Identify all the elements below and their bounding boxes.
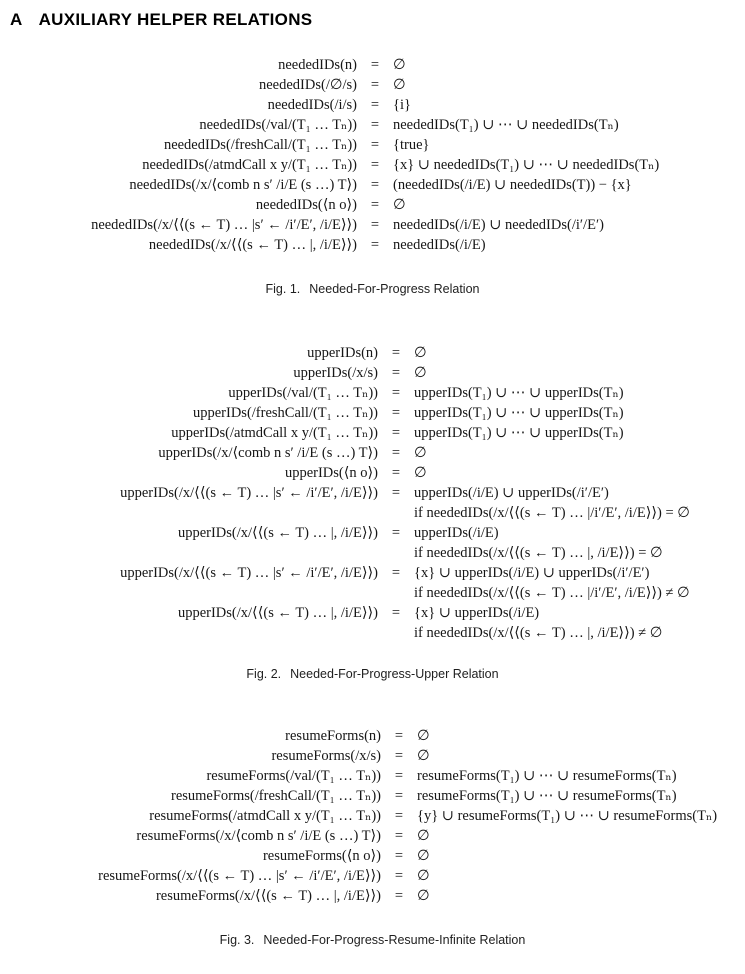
equation-rhs (393, 155, 745, 175)
equals-sign: = (391, 385, 401, 401)
equation-lhs: resumeForms(/x/⟨comb n s′ /i/E (s …) T⟩) (136, 828, 381, 844)
equation-rhs (414, 423, 745, 443)
equation-lhs: resumeForms(/x/⟨⟨(s ← T) … |, /i/E⟩⟩) (155, 888, 381, 904)
equation-rhs-line: (neededIDs(/i/E) ∪ neededIDs(T)) − {x} (393, 177, 632, 193)
equals-sign: = (370, 177, 380, 193)
equation-row (0, 363, 745, 383)
equals-sign: = (370, 237, 380, 253)
equation-rhs-line: {y} ∪ resumeForms(T₁) ∪ ⋯ ∪ resumeForms(Tₙ) (417, 808, 718, 824)
equation-lhs: upperIDs(/x/⟨comb n s′ /i/E (s …) T⟩) (158, 445, 378, 461)
equation-rhs (393, 75, 745, 95)
section-heading (10, 9, 745, 31)
equals-sign: = (391, 485, 401, 501)
equation-rhs-line: neededIDs(T₁) ∪ ⋯ ∪ neededIDs(Tₙ) (393, 117, 619, 133)
equation-row (0, 443, 745, 463)
equals-sign: = (391, 345, 401, 361)
equation-lhs: upperIDs(n) (307, 345, 378, 361)
equation-lhs: neededIDs(/i/s) (267, 97, 357, 113)
equation-rhs (393, 135, 745, 155)
equation-rhs (414, 343, 745, 363)
equation-rhs (393, 195, 745, 215)
equation-rhs (414, 563, 745, 603)
equation-rhs (414, 443, 745, 463)
equation-row (0, 95, 745, 115)
equation-rhs (417, 826, 745, 846)
figure-caption (0, 666, 745, 682)
equation-rhs-line: ∅ (393, 77, 406, 93)
equation-row (0, 886, 745, 906)
equation-rhs (414, 403, 745, 423)
equation-rhs (417, 806, 745, 826)
equation-row (0, 195, 745, 215)
equation-rhs (414, 363, 745, 383)
equals-sign: = (394, 868, 404, 884)
equation-lhs: upperIDs(/atmdCall x y/(T₁ … Tₙ)) (171, 425, 378, 441)
equation-row (0, 343, 745, 363)
equation-rhs-line: {true} (393, 137, 430, 153)
figure-caption-label: Fig. 1. (265, 282, 301, 296)
equation-rhs (393, 115, 745, 135)
section-label: A (10, 10, 23, 29)
equation-rhs-line: ∅ (417, 748, 430, 764)
equation-rhs-line: ∅ (417, 828, 430, 844)
figure-caption-title: Needed-For-Progress-Resume-Infinite Relation (263, 933, 526, 947)
equation-rhs-line: neededIDs(/i/E) ∪ neededIDs(/i′/E′) (393, 217, 604, 233)
equation-row (0, 55, 745, 75)
equation-rhs-line: ∅ (414, 365, 427, 381)
equation-row (0, 175, 745, 195)
equation-rhs-line: ∅ (393, 197, 406, 213)
figure (0, 343, 745, 682)
figure-caption-title: Needed-For-Progress Relation (309, 282, 480, 296)
equals-sign: = (394, 788, 404, 804)
equation-row (0, 215, 745, 235)
equals-sign: = (394, 848, 404, 864)
equation-rhs-line: {x} ∪ upperIDs(/i/E) (414, 605, 540, 621)
equation-block (0, 55, 745, 255)
equation-rhs-line: ∅ (417, 888, 430, 904)
section-title: AUXILIARY HELPER RELATIONS (38, 10, 313, 29)
figures-container (0, 55, 745, 948)
equation-lhs: upperIDs(/x/⟨⟨(s ← T) … |, /i/E⟩⟩) (177, 605, 378, 621)
equals-sign: = (391, 465, 401, 481)
equation-lhs: neededIDs(/x/⟨comb n s′ /i/E (s …) T⟩) (129, 177, 357, 193)
figure (0, 55, 745, 297)
equals-sign: = (394, 808, 404, 824)
equation-rhs-line: upperIDs(/i/E) (414, 525, 499, 541)
equation-rhs (414, 483, 745, 523)
equation-row (0, 383, 745, 403)
equation-row (0, 115, 745, 135)
equation-rhs-line: {x} ∪ neededIDs(T₁) ∪ ⋯ ∪ neededIDs(Tₙ) (393, 157, 660, 173)
equation-rhs-line: ∅ (417, 868, 430, 884)
equation-rhs-line: if neededIDs(/x/⟨⟨(s ← T) … |/i′/E′, /i/E⟩⟩) = ∅ (414, 505, 690, 521)
equals-sign: = (391, 565, 401, 581)
equation-rhs-line: upperIDs(/i/E) ∪ upperIDs(/i′/E′) (414, 485, 609, 501)
equation-row (0, 603, 745, 643)
equation-rhs-line: {x} ∪ upperIDs(/i/E) ∪ upperIDs(/i′/E′) (414, 565, 650, 581)
equation-rhs (393, 95, 745, 115)
equation-row (0, 806, 745, 826)
equation-rhs (417, 866, 745, 886)
figure-caption-label: Fig. 3. (219, 933, 255, 947)
equation-row (0, 766, 745, 786)
equation-rhs (417, 886, 745, 906)
equation-block (0, 726, 745, 906)
equation-lhs: upperIDs(/x/⟨⟨(s ← T) … |s′ ← /i′/E′, /i/E⟩⟩) (120, 565, 378, 581)
figure-caption (0, 281, 745, 297)
equation-row (0, 463, 745, 483)
equation-lhs: resumeForms(/x/s) (271, 748, 381, 764)
equation-lhs: upperIDs(/x/⟨⟨(s ← T) … |s′ ← /i′/E′, /i/E⟩⟩) (120, 485, 378, 501)
equation-row (0, 403, 745, 423)
figure-caption-label: Fig. 2. (246, 667, 282, 681)
equation-row (0, 563, 745, 603)
equation-rhs (393, 215, 745, 235)
equation-rhs-line: if neededIDs(/x/⟨⟨(s ← T) … |, /i/E⟩⟩) ≠ ∅ (414, 625, 663, 641)
equation-rhs (414, 463, 745, 483)
equation-rhs-line: neededIDs(/i/E) (393, 237, 486, 253)
equation-rhs (414, 603, 745, 643)
equation-rhs-line: upperIDs(T₁) ∪ ⋯ ∪ upperIDs(Tₙ) (414, 425, 624, 441)
equation-row (0, 155, 745, 175)
equals-sign: = (394, 828, 404, 844)
equation-rhs-line: upperIDs(T₁) ∪ ⋯ ∪ upperIDs(Tₙ) (414, 405, 624, 421)
equation-lhs: resumeForms(/atmdCall x y/(T₁ … Tₙ)) (149, 808, 381, 824)
equation-lhs: upperIDs(⟨n o⟩) (284, 465, 378, 481)
equation-row (0, 726, 745, 746)
equation-row (0, 423, 745, 443)
equation-row (0, 235, 745, 255)
equation-row (0, 75, 745, 95)
equation-row (0, 826, 745, 846)
equals-sign: = (391, 525, 401, 541)
equation-row (0, 483, 745, 523)
equation-lhs: resumeForms(/freshCall/(T₁ … Tₙ)) (171, 788, 381, 804)
equation-rhs (414, 523, 745, 563)
equals-sign: = (370, 97, 380, 113)
equation-lhs: neededIDs(/∅/s) (259, 77, 357, 93)
equation-rhs-line: ∅ (414, 345, 427, 361)
figure-caption-title: Needed-For-Progress-Upper Relation (290, 667, 499, 681)
equals-sign: = (394, 888, 404, 904)
equation-rhs (417, 746, 745, 766)
equals-sign: = (391, 425, 401, 441)
equals-sign: = (370, 137, 380, 153)
figure (0, 726, 745, 948)
equation-lhs: upperIDs(/val/(T₁ … Tₙ)) (228, 385, 378, 401)
equation-rhs-line: if neededIDs(/x/⟨⟨(s ← T) … |/i′/E′, /i/E⟩⟩) ≠ ∅ (414, 585, 690, 601)
equals-sign: = (370, 217, 380, 233)
equation-rhs-line: ∅ (417, 728, 430, 744)
equals-sign: = (370, 197, 380, 213)
equation-rhs (393, 175, 745, 195)
equation-lhs: resumeForms(n) (285, 728, 381, 744)
equation-lhs: neededIDs(/freshCall/(T₁ … Tₙ)) (163, 137, 357, 153)
equation-lhs: resumeForms(/val/(T₁ … Tₙ)) (206, 768, 381, 784)
equation-rhs-line: resumeForms(T₁) ∪ ⋯ ∪ resumeForms(Tₙ) (417, 768, 677, 784)
equation-rhs-line: if neededIDs(/x/⟨⟨(s ← T) … |, /i/E⟩⟩) = ∅ (414, 545, 663, 561)
equation-lhs: neededIDs(⟨n o⟩) (255, 197, 357, 213)
equation-row (0, 523, 745, 563)
equation-lhs: resumeForms(⟨n o⟩) (262, 848, 381, 864)
equation-rhs-line: ∅ (393, 57, 406, 73)
equation-lhs: neededIDs(n) (278, 57, 357, 73)
equals-sign: = (370, 77, 380, 93)
equation-rhs-line: ∅ (417, 848, 430, 864)
equation-rhs-line: {i} (393, 97, 411, 113)
equation-lhs: upperIDs(/x/s) (293, 365, 378, 381)
equation-rhs (417, 726, 745, 746)
equals-sign: = (391, 605, 401, 621)
equation-row (0, 866, 745, 886)
page (0, 9, 745, 948)
equation-rhs-line: ∅ (414, 445, 427, 461)
equation-rhs-line: ∅ (414, 465, 427, 481)
equation-lhs: neededIDs(/atmdCall x y/(T₁ … Tₙ)) (142, 157, 357, 173)
equation-lhs: neededIDs(/x/⟨⟨(s ← T) … |, /i/E⟩⟩) (148, 237, 357, 253)
equation-row (0, 786, 745, 806)
equals-sign: = (394, 768, 404, 784)
equals-sign: = (391, 445, 401, 461)
equation-rhs-line: resumeForms(T₁) ∪ ⋯ ∪ resumeForms(Tₙ) (417, 788, 677, 804)
equation-rhs (414, 383, 745, 403)
equals-sign: = (370, 157, 380, 173)
equals-sign: = (394, 728, 404, 744)
equation-lhs: upperIDs(/x/⟨⟨(s ← T) … |, /i/E⟩⟩) (177, 525, 378, 541)
figure-caption (0, 932, 745, 948)
equation-lhs: upperIDs(/freshCall/(T₁ … Tₙ)) (192, 405, 378, 421)
equation-row (0, 135, 745, 155)
equation-rhs (417, 786, 745, 806)
equation-lhs: resumeForms(/x/⟨⟨(s ← T) … |s′ ← /i′/E′, /i/E⟩⟩) (98, 868, 381, 884)
equation-rhs (393, 235, 745, 255)
equation-block (0, 343, 745, 643)
equation-rhs (417, 766, 745, 786)
equals-sign: = (391, 365, 401, 381)
equals-sign: = (370, 57, 380, 73)
equation-row (0, 746, 745, 766)
equation-rhs-line: upperIDs(T₁) ∪ ⋯ ∪ upperIDs(Tₙ) (414, 385, 624, 401)
equals-sign: = (394, 748, 404, 764)
equation-lhs: neededIDs(/x/⟨⟨(s ← T) … |s′ ← /i′/E′, /i/E⟩⟩) (91, 217, 357, 233)
equation-lhs: neededIDs(/val/(T₁ … Tₙ)) (199, 117, 357, 133)
equals-sign: = (391, 405, 401, 421)
equals-sign: = (370, 117, 380, 133)
equation-rhs (393, 55, 745, 75)
equation-row (0, 846, 745, 866)
equation-rhs (417, 846, 745, 866)
